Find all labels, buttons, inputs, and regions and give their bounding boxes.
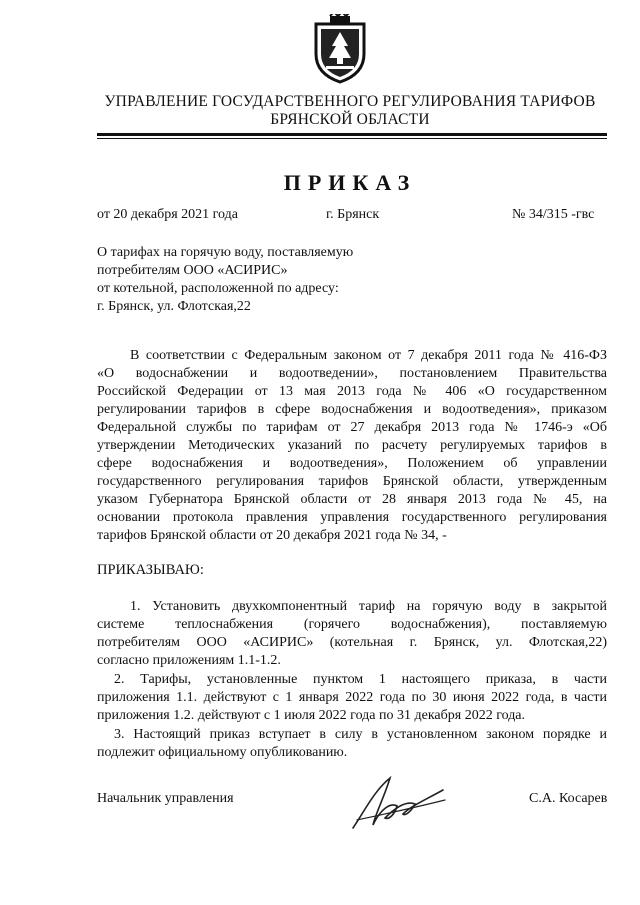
item-1-line: 1. Установить двухкомпонентный тариф на горячую воду в закрытой <box>130 599 607 614</box>
preamble-line: «О водоснабжении и водоотведении», постановлением Правительства <box>97 366 607 381</box>
document-city: г. Брянск <box>326 207 380 222</box>
preamble-line: Российской Федерации от 13 мая 2013 года № 406 «О государственном <box>97 384 607 399</box>
document-date: от 20 декабря 2021 года <box>97 207 238 222</box>
item-2-line: приложения 1.2. действуют с 1 июля 2022 года по 31 декабря 2022 года. <box>97 708 526 723</box>
item-3-line: 3. Настоящий приказ вступает в силу в установленном законом порядке и <box>114 727 607 742</box>
preamble-line: сфере водоснабжения и водоотведения», Положением об управлении <box>97 456 607 471</box>
preamble-line: тарифов Брянской области от 20 декабря 2021 года № 34, - <box>97 528 447 543</box>
subject-line: от котельной, расположенной по адресу: <box>97 281 339 296</box>
preamble-line: регулировании тарифов в сфере водоснабжения и водоотведения», приказом <box>97 402 607 417</box>
header-rule-thin <box>97 138 607 139</box>
org-name-line1: УПРАВЛЕНИЕ ГОСУДАРСТВЕННОГО РЕГУЛИРОВАНИЯ ТАРИФОВ <box>104 93 596 110</box>
signer-position: Начальник управления <box>97 791 234 806</box>
subject-line: г. Брянск, ул. Флотская,22 <box>97 299 251 314</box>
preamble-line: указом Губернатора Брянской области от 28 января 2013 года № 45, на <box>97 492 607 507</box>
item-1-line: согласно приложениям 1.1-1.2. <box>97 653 281 668</box>
document-number: № 34/315 -гвс <box>512 207 595 222</box>
header-rule-thick <box>97 133 607 136</box>
item-2-line: приложения 1.1. действуют с 1 января 2022 года по 30 июня 2022 года, в части <box>97 690 607 705</box>
coat-of-arms-icon <box>308 14 372 86</box>
preamble-line: государственного регулирования тарифов Брянской области, утвержденным <box>97 474 607 489</box>
signature-image <box>345 770 450 832</box>
item-1-line: системе теплоснабжения (горячего водоснабжения), поставляемую <box>97 617 607 632</box>
subject-line: потребителям ООО «АСИРИС» <box>97 263 288 278</box>
document-title: ПРИКАЗ <box>283 170 417 195</box>
preamble-line: утверждении Методических указаний по расчету регулируемых тарифов в <box>97 438 607 453</box>
preamble-line: Федеральной службы по тарифам от 27 декабря 2013 года № 1746-э «Об <box>97 420 607 435</box>
signer-name: С.А. Косарев <box>529 791 608 806</box>
preamble-line: основании протокола правления управления государственного регулирования <box>97 510 607 525</box>
preamble-line: В соответствии с Федеральным законом от 7 декабря 2011 года № 416-ФЗ <box>130 348 607 363</box>
item-2-line: 2. Тарифы, установленные пунктом 1 настоящего приказа, в части <box>114 672 607 687</box>
item-3-line: подлежит официальному опубликованию. <box>97 745 348 760</box>
item-1-line: потребителям ООО «АСИРИС» (котельная г. Брянск, ул. Флотская,22) <box>97 635 607 650</box>
subject-line: О тарифах на горячую воду, поставляемую <box>97 245 354 260</box>
org-name-line2: БРЯНСКОЙ ОБЛАСТИ <box>270 111 430 128</box>
order-word: ПРИКАЗЫВАЮ: <box>97 562 204 578</box>
